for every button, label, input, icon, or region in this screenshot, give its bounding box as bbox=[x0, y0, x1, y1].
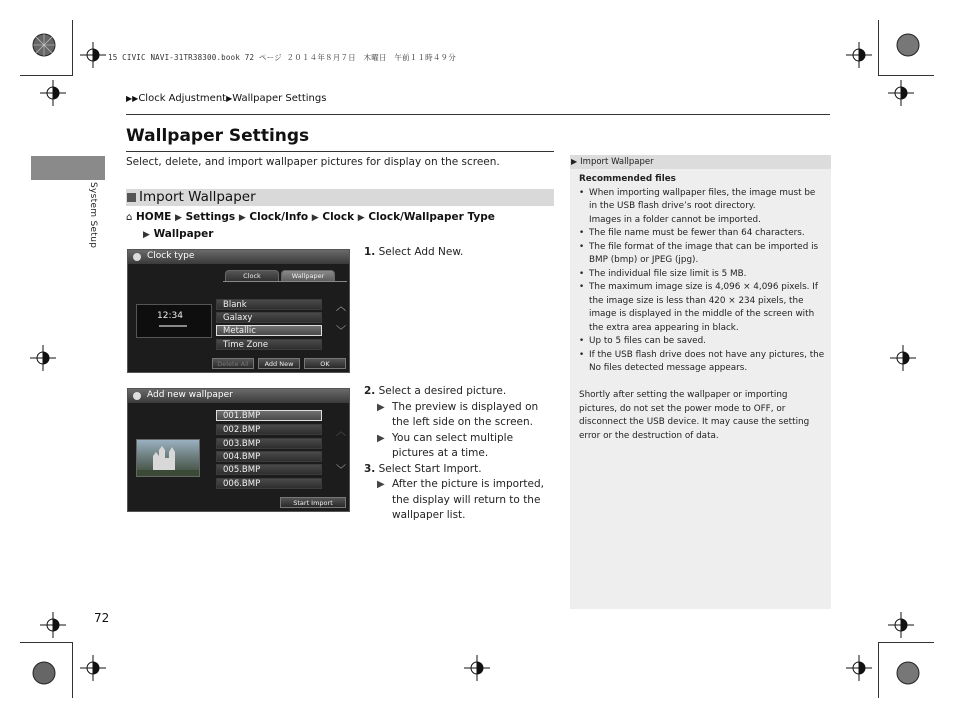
reference-icon: ▶ bbox=[571, 157, 578, 166]
sidebar-header bbox=[570, 155, 831, 169]
step-number: 2. bbox=[364, 385, 376, 397]
trim-line bbox=[72, 642, 73, 698]
arrow-icon: ▶ bbox=[377, 432, 385, 444]
picture-preview bbox=[136, 439, 200, 477]
step-3-note bbox=[377, 477, 554, 524]
trim-line bbox=[20, 642, 73, 643]
bullet-icon: • bbox=[579, 349, 585, 360]
registration-mark-icon bbox=[895, 32, 921, 58]
file-001[interactable]: 001.BMP bbox=[216, 410, 322, 421]
list-text: Images in a folder cannot be imported. bbox=[589, 214, 761, 225]
print-header: 15 CIVIC NAVI-31TR38300.book 72 ページ ２０１４年８月７日 木曜日 午前１１時４９分 bbox=[108, 53, 456, 62]
screen-title: Add new wallpaper bbox=[147, 390, 233, 400]
step-2-note bbox=[377, 431, 554, 462]
nav-step: Clock/Info bbox=[249, 211, 309, 223]
clock-date-line bbox=[159, 325, 187, 327]
clock-type-screen bbox=[127, 249, 350, 373]
option-time-zone[interactable]: Time Zone bbox=[216, 339, 322, 350]
section-title: Import Wallpaper bbox=[139, 189, 256, 205]
trim-line bbox=[878, 75, 934, 76]
file-003[interactable]: 003.BMP bbox=[216, 438, 322, 449]
gear-icon bbox=[133, 392, 141, 400]
arrow-icon: ▶ bbox=[175, 213, 182, 223]
crosshair-mark-icon bbox=[80, 42, 106, 68]
triangle-icon: ▶▶ bbox=[126, 94, 139, 103]
list-text: The file name must be fewer than 64 characters. bbox=[589, 228, 805, 238]
nav-step: HOME bbox=[136, 211, 172, 223]
chapter-label: System Setup bbox=[88, 182, 98, 249]
crosshair-mark-icon bbox=[40, 612, 66, 638]
file-004[interactable]: 004.BMP bbox=[216, 451, 322, 462]
file-002[interactable]: 002.BMP bbox=[216, 424, 322, 435]
list-text: Up to 5 files can be saved. bbox=[589, 336, 706, 346]
step-2-note bbox=[377, 400, 554, 431]
castle-image-icon bbox=[137, 440, 199, 476]
crosshair-mark-icon bbox=[40, 80, 66, 106]
chevron-down-icon[interactable]: ﹀ bbox=[336, 326, 346, 337]
chevron-down-icon[interactable]: ﹀ bbox=[336, 465, 346, 476]
page-number: 72 bbox=[94, 611, 110, 625]
crosshair-mark-icon bbox=[888, 80, 914, 106]
trim-line bbox=[72, 20, 73, 76]
list-text: When importing wallpaper files, the image must be in the USB flash drive’s root directory. bbox=[589, 187, 816, 211]
recommended-files-heading: Recommended files bbox=[579, 174, 676, 184]
list-text: message appears. bbox=[663, 363, 748, 373]
start-import-button[interactable]: Start Import bbox=[280, 497, 346, 508]
note-text: After the picture is imported, the display will return to the wallpaper list. bbox=[392, 478, 544, 521]
message-key: No files detected bbox=[589, 363, 664, 373]
crosshair-mark-icon bbox=[846, 42, 872, 68]
screen-header bbox=[128, 250, 349, 264]
arrow-icon: ▶ bbox=[357, 213, 365, 223]
arrow-icon: ▶ bbox=[377, 479, 385, 490]
list-text: If the USB flash drive does not have any pictures, the bbox=[589, 349, 825, 360]
step-text: . bbox=[459, 246, 464, 258]
step-key: Start Import bbox=[414, 462, 479, 475]
step-key: Add New bbox=[414, 246, 460, 258]
home-button-icon: ⌂ bbox=[126, 212, 133, 223]
divider bbox=[126, 114, 830, 115]
list-text: The file format of the image that can be imported is BMP (bmp) or JPEG (jpg). bbox=[589, 241, 819, 265]
list-item bbox=[579, 268, 825, 282]
divider bbox=[223, 281, 347, 282]
intro-text: Select, delete, and import wallpaper pictures for display on the screen. bbox=[126, 156, 500, 168]
list-item bbox=[579, 227, 825, 241]
chevron-up-icon[interactable]: ︿ bbox=[336, 302, 346, 313]
crosshair-mark-icon bbox=[464, 655, 490, 681]
list-text: The maximum image size is 4,096 × 4,096 pixels. If the image size is less than 420 × 234 pixels, the image is displayed in the middle of the screen with the extra area appearing in black. bbox=[589, 282, 818, 333]
arrow-icon: ▶ bbox=[377, 401, 385, 413]
list-item bbox=[579, 335, 825, 349]
ok-button[interactable]: OK bbox=[304, 358, 346, 369]
option-metallic[interactable]: Metallic bbox=[216, 325, 322, 336]
clock-time: 12:34 bbox=[157, 311, 183, 321]
arrow-icon: ▶ bbox=[238, 213, 246, 223]
file-006[interactable]: 006.BMP bbox=[216, 478, 322, 489]
bullet-icon: • bbox=[579, 228, 585, 238]
tab-wallpaper[interactable]: Wallpaper bbox=[281, 270, 335, 282]
sidebar-body bbox=[579, 173, 825, 443]
trim-line bbox=[878, 642, 934, 643]
arrow-icon: ▶ bbox=[143, 230, 150, 240]
screen-title: Clock type bbox=[147, 251, 195, 261]
breadcrumb bbox=[126, 93, 326, 104]
delete-all-button[interactable]: Delete All bbox=[212, 358, 254, 369]
nav-path bbox=[126, 209, 546, 243]
step-1 bbox=[364, 245, 554, 261]
list-item bbox=[579, 349, 825, 376]
bullet-icon: • bbox=[579, 241, 585, 252]
list-text: The individual file size limit is 5 MB. bbox=[589, 268, 747, 279]
bullet-icon: • bbox=[579, 336, 585, 346]
gear-icon bbox=[133, 253, 141, 261]
divider bbox=[126, 151, 554, 152]
screen-header bbox=[128, 389, 349, 403]
step-3 bbox=[364, 462, 554, 478]
nav-step: Clock bbox=[322, 211, 355, 223]
crosshair-mark-icon bbox=[888, 612, 914, 638]
sidebar-title: Import Wallpaper bbox=[580, 157, 654, 167]
step-2 bbox=[364, 384, 554, 400]
chapter-tab bbox=[31, 156, 105, 180]
step-text: Select a desired picture. bbox=[378, 385, 507, 397]
step-number: 3. bbox=[364, 462, 376, 475]
crosshair-mark-icon bbox=[890, 345, 916, 371]
step-text: . bbox=[478, 462, 482, 475]
bullet-icon: • bbox=[579, 268, 585, 279]
registration-mark-icon bbox=[31, 660, 57, 686]
arrow-icon: ▶ bbox=[311, 213, 319, 223]
list-item bbox=[579, 187, 825, 228]
bullet-icon: • bbox=[579, 187, 585, 198]
option-galaxy[interactable]: Galaxy bbox=[216, 312, 322, 323]
add-new-button[interactable]: Add New bbox=[258, 358, 300, 369]
note-text: The preview is displayed on the left side on the screen. bbox=[392, 400, 539, 428]
warning-text: Shortly after setting the wallpaper or importing pictures, do not set the power mode to OFF, or disconnect the USB device. It may cause the setting error or the destruction of data. bbox=[579, 390, 810, 441]
tab-clock[interactable]: Clock bbox=[225, 270, 279, 282]
nav-step: Clock/Wallpaper Type bbox=[368, 211, 495, 223]
square-bullet-icon bbox=[127, 193, 136, 202]
trim-line bbox=[20, 75, 73, 76]
step-number: 1. bbox=[364, 246, 376, 258]
step-text: Select bbox=[378, 462, 415, 475]
trim-line bbox=[878, 20, 879, 76]
bullet-icon: • bbox=[579, 282, 585, 292]
crosshair-mark-icon bbox=[80, 655, 106, 681]
list-item bbox=[579, 281, 825, 335]
step-text: Select bbox=[378, 246, 415, 258]
page-title: Wallpaper Settings bbox=[126, 126, 310, 146]
nav-step: Wallpaper bbox=[153, 228, 214, 240]
breadcrumb-item[interactable]: Clock Adjustment bbox=[138, 93, 227, 104]
breadcrumb-item[interactable]: Wallpaper Settings bbox=[232, 93, 327, 104]
wallpaper-preview bbox=[136, 304, 212, 338]
registration-mark-icon bbox=[31, 32, 57, 58]
triangle-icon: ▶ bbox=[226, 94, 233, 103]
note-text: You can select multiple pictures at a time. bbox=[392, 431, 514, 459]
notes-sidebar bbox=[570, 155, 831, 609]
crosshair-mark-icon bbox=[846, 655, 872, 681]
file-005[interactable]: 005.BMP bbox=[216, 464, 322, 475]
option-blank[interactable]: Blank bbox=[216, 299, 322, 310]
section-header bbox=[126, 189, 554, 206]
trim-line bbox=[878, 642, 879, 698]
list-item bbox=[579, 241, 825, 268]
crosshair-mark-icon bbox=[30, 345, 56, 371]
steps-2-3 bbox=[364, 384, 554, 524]
nav-step: Settings bbox=[185, 211, 236, 223]
chevron-up-icon[interactable]: ︿ bbox=[336, 427, 346, 438]
add-new-wallpaper-screen bbox=[127, 388, 350, 512]
registration-mark-icon bbox=[895, 660, 921, 686]
